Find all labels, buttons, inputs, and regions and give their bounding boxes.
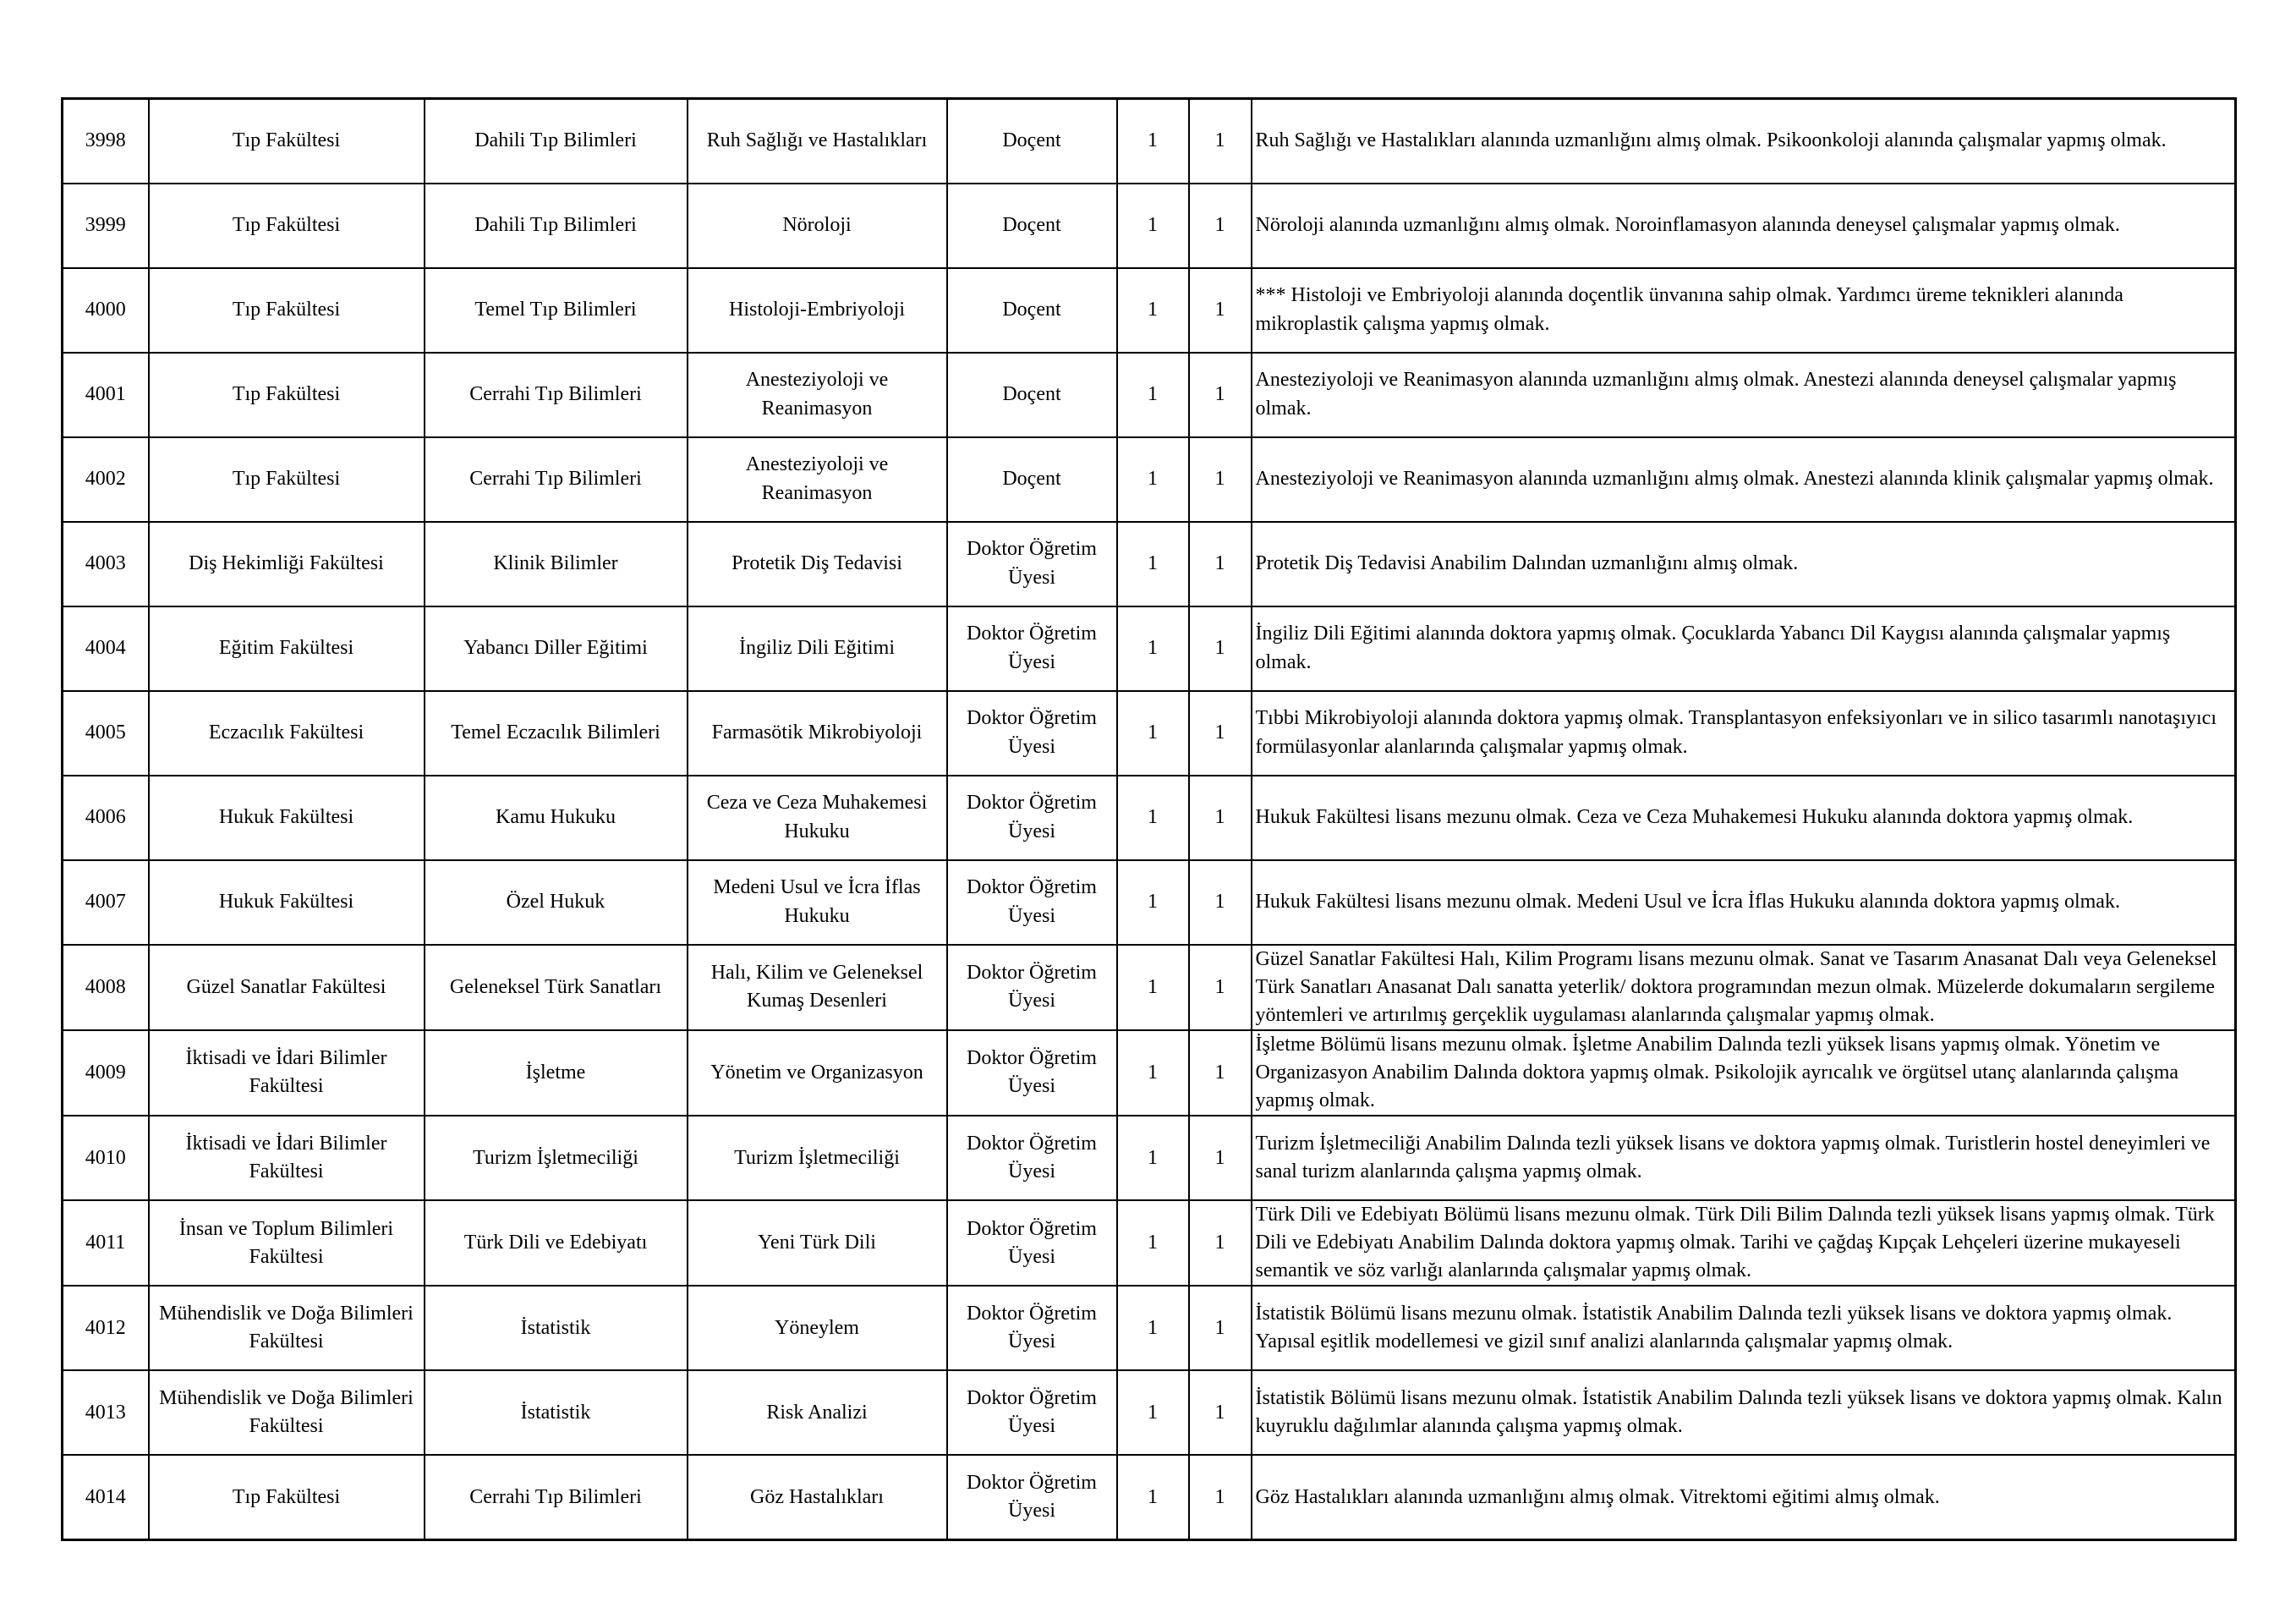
faculty-name: Hukuk Fakültesi: [149, 776, 425, 860]
department-name: Türk Dili ve Edebiyatı: [425, 1200, 688, 1286]
position-count: 1: [1189, 1370, 1252, 1455]
faculty-name: Tıp Fakültesi: [149, 268, 425, 353]
table-row: [63, 1030, 2236, 1116]
department-name: Özel Hukuk: [425, 860, 688, 945]
position-number: 4011: [63, 1200, 149, 1286]
position-count: 1: [1189, 776, 1252, 860]
academic-title: Doktor Öğretim Üyesi: [947, 1200, 1117, 1286]
table-row: [63, 99, 2236, 184]
position-number: 4010: [63, 1116, 149, 1200]
position-count: 1: [1117, 1116, 1189, 1200]
position-count: 1: [1117, 1286, 1189, 1370]
position-count: 1: [1117, 776, 1189, 860]
position-number: 4002: [63, 437, 149, 522]
faculty-name: Mühendislik ve Doğa Bilimleri Fakültesi: [149, 1286, 425, 1370]
requirement-text: *** Histoloji ve Embriyoloji alanında doçentlik ünvanına sahip olmak. Yardımcı üreme teknikleri alanında mikroplastik çalışma yapmış olmak.: [1252, 268, 2236, 353]
requirement-text: Tıbbi Mikrobiyoloji alanında doktora yapmış olmak. Transplantasyon enfeksiyonları ve in silico tasarımlı nanotaşıyıcı formülasyonlar alanlarında çalışmalar yapmış olmak.: [1252, 691, 2236, 776]
table-row: [63, 1116, 2236, 1200]
division-name: Risk Analizi: [688, 1370, 947, 1455]
division-name: Anesteziyoloji ve Reanimasyon: [688, 353, 947, 437]
requirement-text: Türk Dili ve Edebiyatı Bölümü lisans mezunu olmak. Türk Dili Bilim Dalında tezli yüksek lisans yapmış olmak. Türk Dili ve Edebiyatı Anabilim Dalında doktora yapmış olmak. Tarihi ve çağdaş Kıpçak Lehçeleri üzerine mukayeseli semantik ve söz varlığı alanlarında çalışmalar yapmış olmak.: [1252, 1200, 2236, 1286]
academic-title: Doçent: [947, 184, 1117, 268]
requirement-text: İstatistik Bölümü lisans mezunu olmak. İstatistik Anabilim Dalında tezli yüksek lisans ve doktora yapmış olmak. Yapısal eşitlik modellemesi ve gizil sınıf analizi alanlarında çalışmalar yapmış olmak.: [1252, 1286, 2236, 1370]
department-name: Turizm İşletmeciliği: [425, 1116, 688, 1200]
academic-title: Doktor Öğretim Üyesi: [947, 1030, 1117, 1116]
division-name: Anesteziyoloji ve Reanimasyon: [688, 437, 947, 522]
position-count: 1: [1117, 268, 1189, 353]
position-count: 1: [1189, 437, 1252, 522]
department-name: Geleneksel Türk Sanatları: [425, 945, 688, 1030]
position-count: 1: [1117, 437, 1189, 522]
position-count: 1: [1189, 1030, 1252, 1116]
division-name: Ceza ve Ceza Muhakemesi Hukuku: [688, 776, 947, 860]
department-name: Temel Eczacılık Bilimleri: [425, 691, 688, 776]
division-name: Yöneylem: [688, 1286, 947, 1370]
requirement-text: Hukuk Fakültesi lisans mezunu olmak. Medeni Usul ve İcra İflas Hukuku alanında doktora yapmış olmak.: [1252, 860, 2236, 945]
department-name: Dahili Tıp Bilimleri: [425, 184, 688, 268]
position-number: 3999: [63, 184, 149, 268]
department-name: İstatistik: [425, 1370, 688, 1455]
division-name: Nöroloji: [688, 184, 947, 268]
position-number: 4013: [63, 1370, 149, 1455]
position-count: 1: [1117, 353, 1189, 437]
table-row: [63, 268, 2236, 353]
requirement-text: Göz Hastalıkları alanında uzmanlığını almış olmak. Vitrektomi eğitimi almış olmak.: [1252, 1455, 2236, 1539]
position-count: 1: [1117, 1370, 1189, 1455]
academic-title: Doktor Öğretim Üyesi: [947, 1370, 1117, 1455]
position-count: 1: [1117, 1030, 1189, 1116]
department-name: Klinik Bilimler: [425, 522, 688, 606]
academic-title: Doktor Öğretim Üyesi: [947, 945, 1117, 1030]
table-row: [63, 606, 2236, 691]
requirement-text: Anesteziyoloji ve Reanimasyon alanında uzmanlığını almış olmak. Anestezi alanında deneysel çalışmalar yapmış olmak.: [1252, 353, 2236, 437]
department-name: Kamu Hukuku: [425, 776, 688, 860]
requirement-text: Nöroloji alanında uzmanlığını almış olmak. Noroinflamasyon alanında deneysel çalışmalar yapmış olmak.: [1252, 184, 2236, 268]
faculty-name: İktisadi ve İdari Bilimler Fakültesi: [149, 1116, 425, 1200]
division-name: Farmasötik Mikrobiyoloji: [688, 691, 947, 776]
position-count: 1: [1117, 691, 1189, 776]
position-count: 1: [1117, 1455, 1189, 1539]
academic-title: Doktor Öğretim Üyesi: [947, 860, 1117, 945]
table-row: [63, 1200, 2236, 1286]
position-count: 1: [1189, 606, 1252, 691]
position-count: 1: [1189, 945, 1252, 1030]
position-count: 1: [1117, 860, 1189, 945]
faculty-name: Güzel Sanatlar Fakültesi: [149, 945, 425, 1030]
faculty-name: Tıp Fakültesi: [149, 437, 425, 522]
faculty-name: Eğitim Fakültesi: [149, 606, 425, 691]
requirement-text: Hukuk Fakültesi lisans mezunu olmak. Ceza ve Ceza Muhakemesi Hukuku alanında doktora yapmış olmak.: [1252, 776, 2236, 860]
faculty-name: İktisadi ve İdari Bilimler Fakültesi: [149, 1030, 425, 1116]
position-count: 1: [1189, 1455, 1252, 1539]
department-name: Cerrahi Tıp Bilimleri: [425, 1455, 688, 1539]
academic-title: Doktor Öğretim Üyesi: [947, 1455, 1117, 1539]
position-count: 1: [1189, 691, 1252, 776]
faculty-name: Eczacılık Fakültesi: [149, 691, 425, 776]
position-count: 1: [1189, 1200, 1252, 1286]
position-count: 1: [1117, 606, 1189, 691]
position-count: 1: [1189, 268, 1252, 353]
academic-title: Doktor Öğretim Üyesi: [947, 1286, 1117, 1370]
position-number: 4007: [63, 860, 149, 945]
division-name: İngiliz Dili Eğitimi: [688, 606, 947, 691]
table-row: [63, 860, 2236, 945]
division-name: Halı, Kilim ve Geleneksel Kumaş Desenleri: [688, 945, 947, 1030]
position-number: 4014: [63, 1455, 149, 1539]
faculty-name: İnsan ve Toplum Bilimleri Fakültesi: [149, 1200, 425, 1286]
division-name: Yeni Türk Dili: [688, 1200, 947, 1286]
division-name: Protetik Diş Tedavisi: [688, 522, 947, 606]
position-count: 1: [1117, 1200, 1189, 1286]
requirement-text: Ruh Sağlığı ve Hastalıkları alanında uzmanlığını almış olmak. Psikoonkoloji alanında çalışmalar yapmış olmak.: [1252, 99, 2236, 184]
department-name: Cerrahi Tıp Bilimleri: [425, 353, 688, 437]
faculty-name: Tıp Fakültesi: [149, 184, 425, 268]
department-name: Cerrahi Tıp Bilimleri: [425, 437, 688, 522]
position-count: 1: [1189, 184, 1252, 268]
faculty-name: Tıp Fakültesi: [149, 1455, 425, 1539]
position-number: 4012: [63, 1286, 149, 1370]
division-name: Medeni Usul ve İcra İflas Hukuku: [688, 860, 947, 945]
position-count: 1: [1117, 945, 1189, 1030]
position-number: 4008: [63, 945, 149, 1030]
requirement-text: Protetik Diş Tedavisi Anabilim Dalından uzmanlığını almış olmak.: [1252, 522, 2236, 606]
position-number: 4006: [63, 776, 149, 860]
position-number: 4005: [63, 691, 149, 776]
table-row: [63, 522, 2236, 606]
table-body: [63, 99, 2236, 1540]
position-number: 4009: [63, 1030, 149, 1116]
academic-title: Doçent: [947, 437, 1117, 522]
faculty-name: Hukuk Fakültesi: [149, 860, 425, 945]
academic-title: Doktor Öğretim Üyesi: [947, 776, 1117, 860]
position-number: 4001: [63, 353, 149, 437]
table-row: [63, 437, 2236, 522]
academic-title: Doktor Öğretim Üyesi: [947, 691, 1117, 776]
requirement-text: İngiliz Dili Eğitimi alanında doktora yapmış olmak. Çocuklarda Yabancı Dil Kaygısı alanında çalışmalar yapmış olmak.: [1252, 606, 2236, 691]
department-name: İstatistik: [425, 1286, 688, 1370]
table-row: [63, 353, 2236, 437]
division-name: Histoloji-Embriyoloji: [688, 268, 947, 353]
division-name: Ruh Sağlığı ve Hastalıkları: [688, 99, 947, 184]
academic-title: Doçent: [947, 268, 1117, 353]
requirement-text: Anesteziyoloji ve Reanimasyon alanında uzmanlığını almış olmak. Anestezi alanında klinik çalışmalar yapmış olmak.: [1252, 437, 2236, 522]
position-count: 1: [1189, 99, 1252, 184]
position-number: 4004: [63, 606, 149, 691]
position-count: 1: [1189, 353, 1252, 437]
table-row: [63, 1370, 2236, 1455]
requirement-text: Güzel Sanatlar Fakültesi Halı, Kilim Programı lisans mezunu olmak. Sanat ve Tasarım Anasanat Dalı veya Geleneksel Türk Sanatları Anasanat Dalı sanatta yeterlik/ doktora programından mezun olmak. Müzelerde dokumaların sergileme yöntemleri ve artırılmış gerçeklik uygulaması alanlarında çalışmalar yapmış olmak.: [1252, 945, 2236, 1030]
requirement-text: İşletme Bölümü lisans mezunu olmak. İşletme Anabilim Dalında tezli yüksek lisans yapmış olmak. Yönetim ve Organizasyon Anabilim Dalında doktora yapmış olmak. Psikolojik ayrıcalık ve örgütsel utanç alanlarında çalışma yapmış olmak.: [1252, 1030, 2236, 1116]
faculty-name: Tıp Fakültesi: [149, 353, 425, 437]
position-count: 1: [1117, 522, 1189, 606]
table-row: [63, 691, 2236, 776]
department-name: Yabancı Diller Eğitimi: [425, 606, 688, 691]
requirement-text: Turizm İşletmeciliği Anabilim Dalında tezli yüksek lisans ve doktora yapmış olmak. Turistlerin hostel deneyimleri ve sanal turizm alanlarında çalışma yapmış olmak.: [1252, 1116, 2236, 1200]
department-name: Dahili Tıp Bilimleri: [425, 99, 688, 184]
position-number: 4000: [63, 268, 149, 353]
position-count: 1: [1189, 522, 1252, 606]
academic-title: Doçent: [947, 353, 1117, 437]
position-number: 4003: [63, 522, 149, 606]
position-number: 3998: [63, 99, 149, 184]
academic-title: Doçent: [947, 99, 1117, 184]
table-row: [63, 1286, 2236, 1370]
faculty-name: Tıp Fakültesi: [149, 99, 425, 184]
position-count: 1: [1117, 184, 1189, 268]
position-count: 1: [1117, 99, 1189, 184]
position-count: 1: [1189, 1286, 1252, 1370]
table-row: [63, 776, 2236, 860]
table-row: [63, 184, 2236, 268]
department-name: Temel Tıp Bilimleri: [425, 268, 688, 353]
division-name: Turizm İşletmeciliği: [688, 1116, 947, 1200]
position-count: 1: [1189, 860, 1252, 945]
requirement-text: İstatistik Bölümü lisans mezunu olmak. İstatistik Anabilim Dalında tezli yüksek lisans ve doktora yapmış olmak. Kalın kuyruklu dağılımlar alanında çalışma yapmış olmak.: [1252, 1370, 2236, 1455]
academic-title: Doktor Öğretim Üyesi: [947, 1116, 1117, 1200]
faculty-positions-table: [61, 97, 2237, 1541]
position-count: 1: [1189, 1116, 1252, 1200]
department-name: İşletme: [425, 1030, 688, 1116]
faculty-name: Mühendislik ve Doğa Bilimleri Fakültesi: [149, 1370, 425, 1455]
division-name: Yönetim ve Organizasyon: [688, 1030, 947, 1116]
faculty-name: Diş Hekimliği Fakültesi: [149, 522, 425, 606]
table-row: [63, 945, 2236, 1030]
table-row: [63, 1455, 2236, 1539]
academic-title: Doktor Öğretim Üyesi: [947, 606, 1117, 691]
division-name: Göz Hastalıkları: [688, 1455, 947, 1539]
academic-title: Doktor Öğretim Üyesi: [947, 522, 1117, 606]
